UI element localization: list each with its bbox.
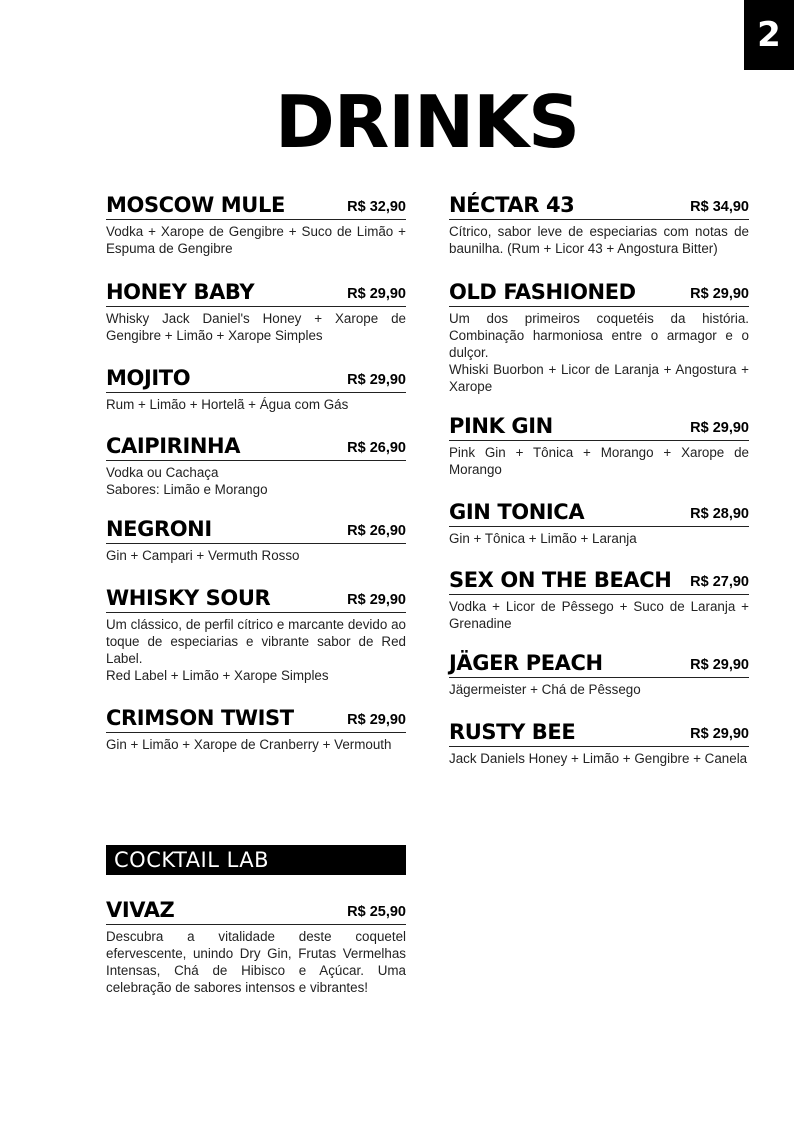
drink-name: OLD FASHIONED [449, 280, 636, 304]
drink-price: R$ 29,90 [347, 286, 406, 302]
description-line: Um dos primeiros coquetéis da história. Combinação harmoniosa entre o armagor e o dulçor. [449, 311, 749, 360]
drink-name: RUSTY BEE [449, 720, 576, 744]
menu-item-header [449, 565, 749, 595]
menu-item-header [449, 717, 749, 747]
description-line: Vodka + Xarope de Gengibre + Suco de Limão + Espuma de Gengibre [106, 224, 406, 256]
menu-item [106, 583, 406, 684]
description-line: Jägermeister + Chá de Pêssego [449, 682, 641, 697]
description-line: Cítrico, sabor leve de especiarias com notas de baunilha. (Rum + Licor 43 + Angostura Bitter) [449, 224, 749, 256]
drink-description [106, 223, 406, 257]
menu-item [106, 363, 406, 413]
drink-price: R$ 29,90 [690, 657, 749, 673]
drink-name: GIN TONICA [449, 500, 585, 524]
drink-description [106, 464, 406, 498]
menu-item [449, 277, 749, 395]
menu-item [449, 411, 749, 478]
menu-item-header [106, 703, 406, 733]
drink-description [449, 681, 749, 698]
menu-item [106, 431, 406, 498]
drink-price: R$ 25,90 [347, 904, 406, 920]
drink-description [449, 223, 749, 257]
description-line: Rum + Limão + Hortelã + Água com Gás [106, 397, 349, 412]
menu-item-header [449, 497, 749, 527]
drink-price: R$ 26,90 [347, 440, 406, 456]
menu-item-header [106, 514, 406, 544]
drink-price: R$ 29,90 [347, 372, 406, 388]
drink-price: R$ 27,90 [690, 574, 749, 590]
description-line: Whiski Buorbon + Licor de Laranja + Angostura + Xarope [449, 362, 749, 394]
description-line: Jack Daniels Honey + Limão + Gengibre + Canela [449, 751, 748, 766]
drink-description [449, 310, 749, 395]
drink-description [106, 928, 406, 996]
menu-item [106, 190, 406, 257]
drink-name: VIVAZ [106, 898, 175, 922]
drink-price: R$ 29,90 [690, 420, 749, 436]
menu-item-header [106, 363, 406, 393]
drink-price: R$ 29,90 [690, 726, 749, 742]
drink-price: R$ 28,90 [690, 506, 749, 522]
cocktail-lab-list [106, 895, 406, 996]
menu-item-header [106, 190, 406, 220]
menu-item-header [106, 431, 406, 461]
description-line: Whisky Jack Daniel's Honey + Xarope de Gengibre + Limão + Xarope Simples [106, 311, 406, 343]
description-line: Gin + Limão + Xarope de Cranberry + Vermouth [106, 737, 392, 752]
drink-description [449, 530, 749, 547]
drink-name: NÉCTAR 43 [449, 193, 575, 217]
drink-description [106, 310, 406, 344]
drink-description [106, 547, 406, 564]
drink-price: R$ 29,90 [347, 592, 406, 608]
menu-item-header [449, 648, 749, 678]
drink-name: CRIMSON TWIST [106, 706, 294, 730]
menu-item-header [106, 895, 406, 925]
page-number-badge [744, 0, 794, 70]
drink-name: CAIPIRINHA [106, 434, 241, 458]
menu-item-header [106, 583, 406, 613]
drink-description [449, 598, 749, 632]
drink-name: SEX ON THE BEACH [449, 568, 672, 592]
menu-item-header [449, 190, 749, 220]
drink-name: MOSCOW MULE [106, 193, 285, 217]
menu-item [449, 497, 749, 547]
menu-item [106, 895, 406, 996]
drink-description [106, 616, 406, 684]
menu-item [106, 703, 406, 753]
description-line: Gin + Campari + Vermuth Rosso [106, 548, 300, 563]
drink-name: PINK GIN [449, 414, 553, 438]
menu-item [449, 648, 749, 698]
description-line: Vodka ou Cachaça [106, 465, 219, 480]
drink-name: HONEY BABY [106, 280, 255, 304]
description-line: Red Label + Limão + Xarope Simples [106, 668, 329, 683]
drink-price: R$ 26,90 [347, 523, 406, 539]
menu-item [449, 565, 749, 632]
description-line: Descubra a vitalidade deste coquetel efervescente, unindo Dry Gin, Frutas Vermelhas Intensas, Chá de Hibisco e Açúcar. Uma celebração de sabores intensos e vibrantes! [106, 929, 406, 995]
drink-price: R$ 34,90 [690, 199, 749, 215]
drink-description [106, 396, 406, 413]
drink-name: WHISKY SOUR [106, 586, 271, 610]
menu-item [106, 277, 406, 344]
drink-name: NEGRONI [106, 517, 212, 541]
right-menu-column [449, 190, 749, 767]
menu-item-header [449, 277, 749, 307]
drink-name: MOJITO [106, 366, 191, 390]
drink-description [106, 736, 406, 753]
drink-price: R$ 29,90 [690, 286, 749, 302]
page-number: 2 [757, 15, 781, 55]
page-title: DRINKS [275, 80, 579, 164]
description-line: Vodka + Licor de Pêssego + Suco de Laranja + Grenadine [449, 599, 749, 631]
drink-description [449, 444, 749, 478]
drink-price: R$ 32,90 [347, 199, 406, 215]
description-line: Sabores: Limão e Morango [106, 482, 268, 497]
menu-item-header [449, 411, 749, 441]
description-line: Um clássico, de perfil cítrico e marcante devido ao toque de especiarias e vibrante sabor de Red Label. [106, 617, 406, 666]
menu-item [106, 514, 406, 564]
description-line: Gin + Tônica + Limão + Laranja [449, 531, 637, 546]
menu-item [449, 190, 749, 257]
left-menu-column [106, 190, 406, 753]
drink-name: JÄGER PEACH [449, 651, 603, 675]
menu-item-header [106, 277, 406, 307]
menu-item [449, 717, 749, 767]
drink-description [449, 750, 749, 767]
description-line: Pink Gin + Tônica + Morango + Xarope de Morango [449, 445, 749, 477]
drink-price: R$ 29,90 [347, 712, 406, 728]
cocktail-lab-heading: COCKTAIL LAB [106, 845, 406, 875]
